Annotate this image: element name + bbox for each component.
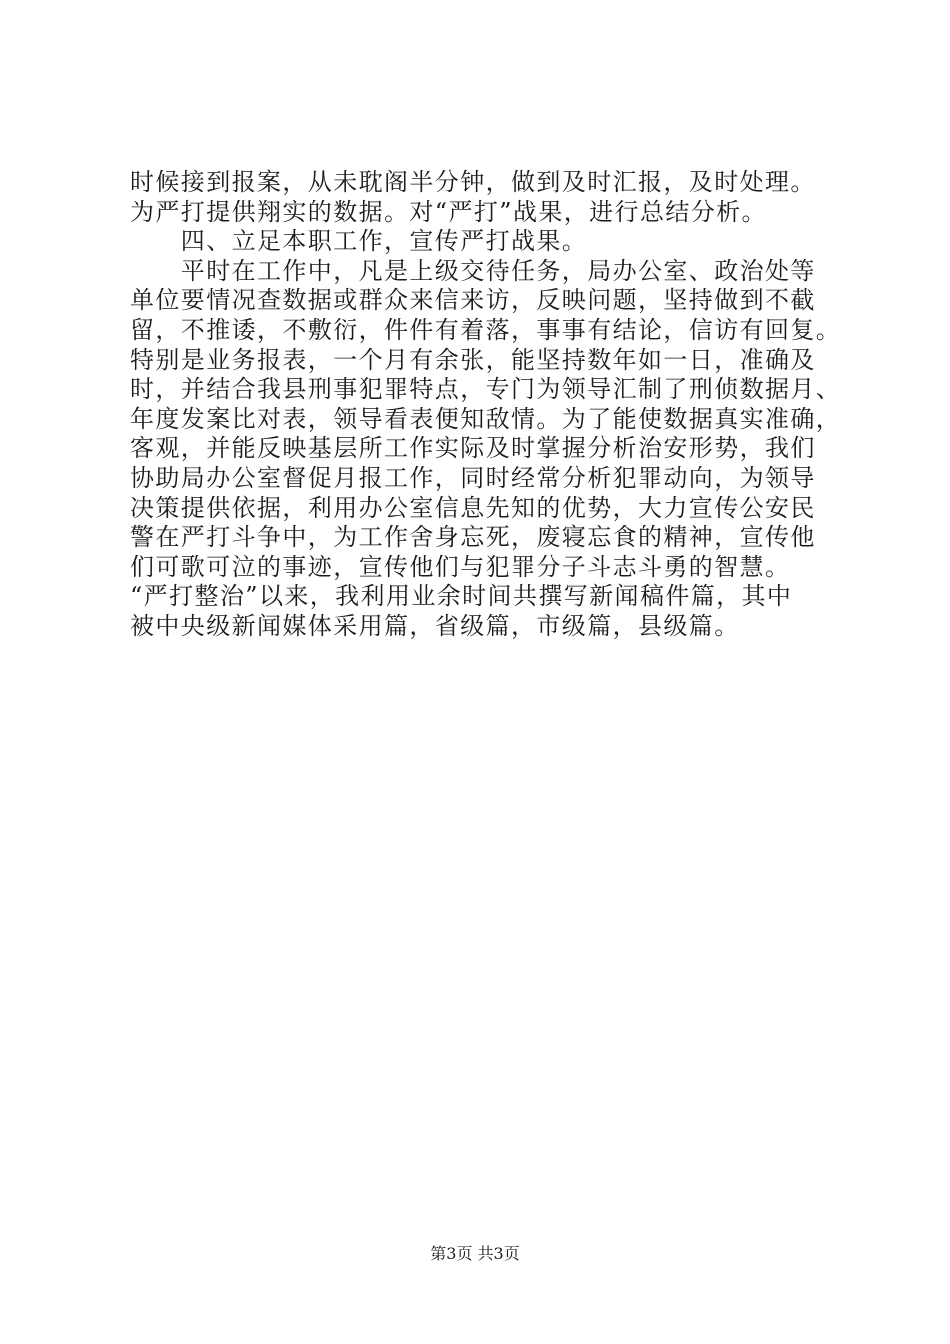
text-line: 们可歌可泣的事迹，宣传他们与犯罪分子斗志斗勇的智慧。	[130, 552, 791, 581]
page-number-footer: 第3页 共3页	[430, 1244, 520, 1263]
text-line: “严打整治”以来，我利用业余时间共撰写新闻稿件篇，其中	[130, 582, 793, 611]
text-line: 时，并结合我县刑事犯罪特点，专门为领导汇制了刑侦数据月、	[130, 375, 842, 404]
text-line: 留，不推诿，不敷衍，件件有着落，事事有结论，信访有回复。	[130, 315, 842, 344]
text-line: 单位要情况查数据或群众来信来访，反映问题，坚持做到不截	[130, 286, 816, 315]
text-line: 特别是业务报表，一个月有余张，能坚持数年如一日，准确及	[130, 345, 816, 374]
text-line: 警在严打斗争中，为工作舍身忘死，废寝忘食的精神，宣传他	[130, 523, 816, 552]
text-line: 被中央级新闻媒体采用篇，省级篇，市级篇，县级篇。	[130, 611, 740, 640]
text-line: 平时在工作中，凡是上级交待任务，局办公室、政治处等	[130, 256, 816, 285]
text-line: 年度发案比对表，领导看表便知敌情。为了能使数据真实准确，	[130, 404, 842, 433]
document-body	[130, 168, 840, 642]
text-line: 决策提供依据，利用办公室信息先知的优势，大力宣传公安民	[130, 493, 816, 522]
section-heading: 四、立足本职工作，宣传严打战果。	[130, 227, 588, 256]
text-line: 客观，并能反映基层所工作实际及时掌握分析治安形势，我们	[130, 434, 816, 463]
text-line: 为严打提供翔实的数据。对“严打”战果，进行总结分析。	[130, 197, 767, 226]
text-line: 协助局办公室督促月报工作，同时经常分析犯罪动向，为领导	[130, 463, 816, 492]
text-line: 时候接到报案，从未耽阁半分钟，做到及时汇报，及时处理。	[130, 168, 816, 196]
